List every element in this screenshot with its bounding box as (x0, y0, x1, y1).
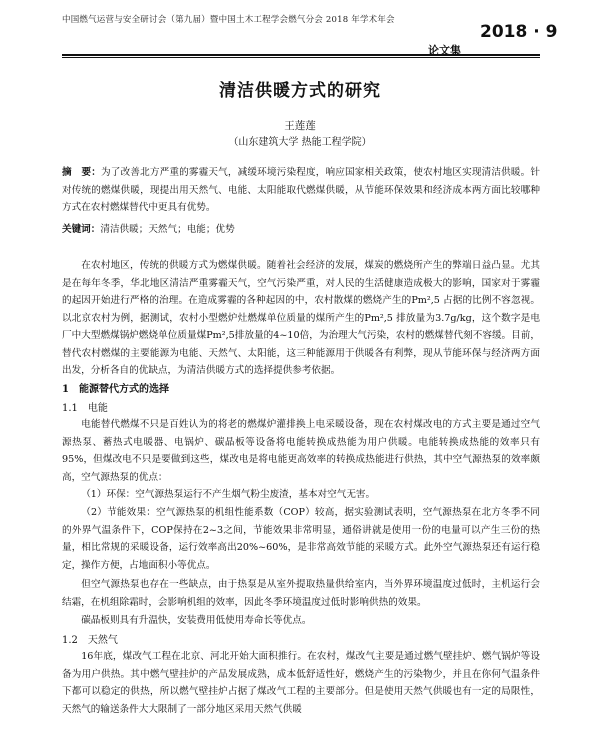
paragraph-carbon-panel: 碳晶板则具有升温快，安装费用低使用寿命长等优点。 (81, 615, 312, 626)
header-rule-thin (62, 57, 540, 58)
paragraph-natural-gas: 16年底，煤改气工程在北京、河北开始大面积推行。在农村，煤改气主要是通过燃气壁挂炉、燃气锅炉等设备为用户供热。其中燃气壁挂炉的产品发展成熟，成本低舒适性好，燃烧产生的污染物少，并且在你何气温条件下都可以稳定的供热，所以燃气壁挂炉占据了煤改气工程的主要部分。但是使用天然气供暖也有一定的局限性，天然气的输送条件大大限制了一部分地区采用天然气供暖 (62, 651, 540, 715)
abstract (62, 164, 540, 217)
abstract-text: 为了改善北方严重的雾霾天气，减缓环境污染程度，响应国家相关政策，使农村地区实现清洁供暖。针对传统的燃煤供暖，现提出用天然气、电能、太阳能取代燃煤供暖，从节能环保效果和经济成本两方面比较哪种方式在农村燃煤替代中更具有优势。 (62, 167, 541, 213)
paper-title: 清洁供暖方式的研究 (219, 81, 381, 101)
keywords (62, 221, 540, 239)
collection-label: 论文集 (428, 44, 461, 57)
paragraph-environment: （1）环保：空气源热泵运行不产生烟气粉尘废渣，基本对空气无害。 (81, 489, 376, 500)
paragraph-drawbacks: 但空气源热泵也存在一些缺点，由于热泵是从室外提取热量供给室内，当外界环境温度过低时，主机运行会结霜，在机组除霜时，会影响机组的效率，因此冬季环境温度过低时影响供热的效果。 (62, 579, 540, 608)
section-heading-1-2: 1.2 天然气 (62, 635, 118, 646)
paragraph-electricity: 电能替代燃煤不只是百姓认为的将老的燃煤炉灌排换上电采暖设备，现在农村煤改电的方式主要是通过空气源热泵、蓄热式电暖器、电锅炉、碳晶板等设备将电能转换成热能为用户供暖。电能转换成热能的效率只有95%，但煤改电不只是要做到这些，煤改电是将电能更高效率的转换成热能进行供热，其中空气源热泵的效率颇高，空气源热泵的优点： (62, 419, 540, 483)
issue-date: 2018 · 9 (480, 22, 558, 42)
keywords-text: 清洁供暖；天然气；电能；优势 (100, 224, 235, 235)
intro-paragraph: 在农村地区，传统的供暖方式为燃煤供暖。随着社会经济的发展，煤炭的燃烧所产生的弊端日益凸显。尤其是在每年冬季，华北地区清洁严重雾霾天气，空气污染严重，对人民的生活健康造成极大的影响，国家对于雾霾的起因开始进行严格的治理。在造成雾霾的各种起因的中，农村散煤的燃烧产生的Pm²,5 占据的比例不容忽视。以北京农村为例，据测试，农村小型燃炉灶燃煤单位质量的煤所产生的Pm²,5 排放量为3.7g/kg，这个数字是电厂中大型燃煤锅炉燃烧单位质量煤Pm²,5排放量的4~10倍，为治理大气污染，农村的燃煤替代刻不容缓。目前，替代农村燃煤的主要能源为电能、天然气、太阳能，这三种能源用于供暖各有利弊，现从节能环保与经济两方面出发，分析各自的优缺点，为清洁供暖方式的选择提供参考依据。 (62, 260, 540, 376)
paragraph-energy-saving: （2）节能效果：空气源热泵的机组性能系数（COP）较高，据实验测试表明，空气源热泵在北方冬季不同的外界气温条件下，COP保持在2~3之间，节能效果非常明显，通俗讲就是使用一份的电量可以产生三份的热量，相比常规的采暖设备，运行效率高出20%~60%，是非常高效节能的采暖方式。此外空气源热泵还有运行稳定，操作方便，占地面积小等优点。 (62, 507, 540, 571)
author: 王莲莲 (284, 120, 316, 132)
affiliation: （山东建筑大学 热能工程学院） (228, 137, 372, 148)
header-rule (62, 54, 540, 56)
section-heading-1: 1 能源替代方式的选择 (62, 384, 169, 395)
conference-header: 中国燃气运营与安全研讨会（第九届）暨中国土木工程学会燃气分会 2018 年学术年会 (62, 15, 395, 25)
section-heading-1-1: 1.1 电能 (62, 403, 108, 414)
abstract-label: 摘 要： (62, 167, 102, 178)
keywords-label: 关键词： (62, 224, 101, 235)
